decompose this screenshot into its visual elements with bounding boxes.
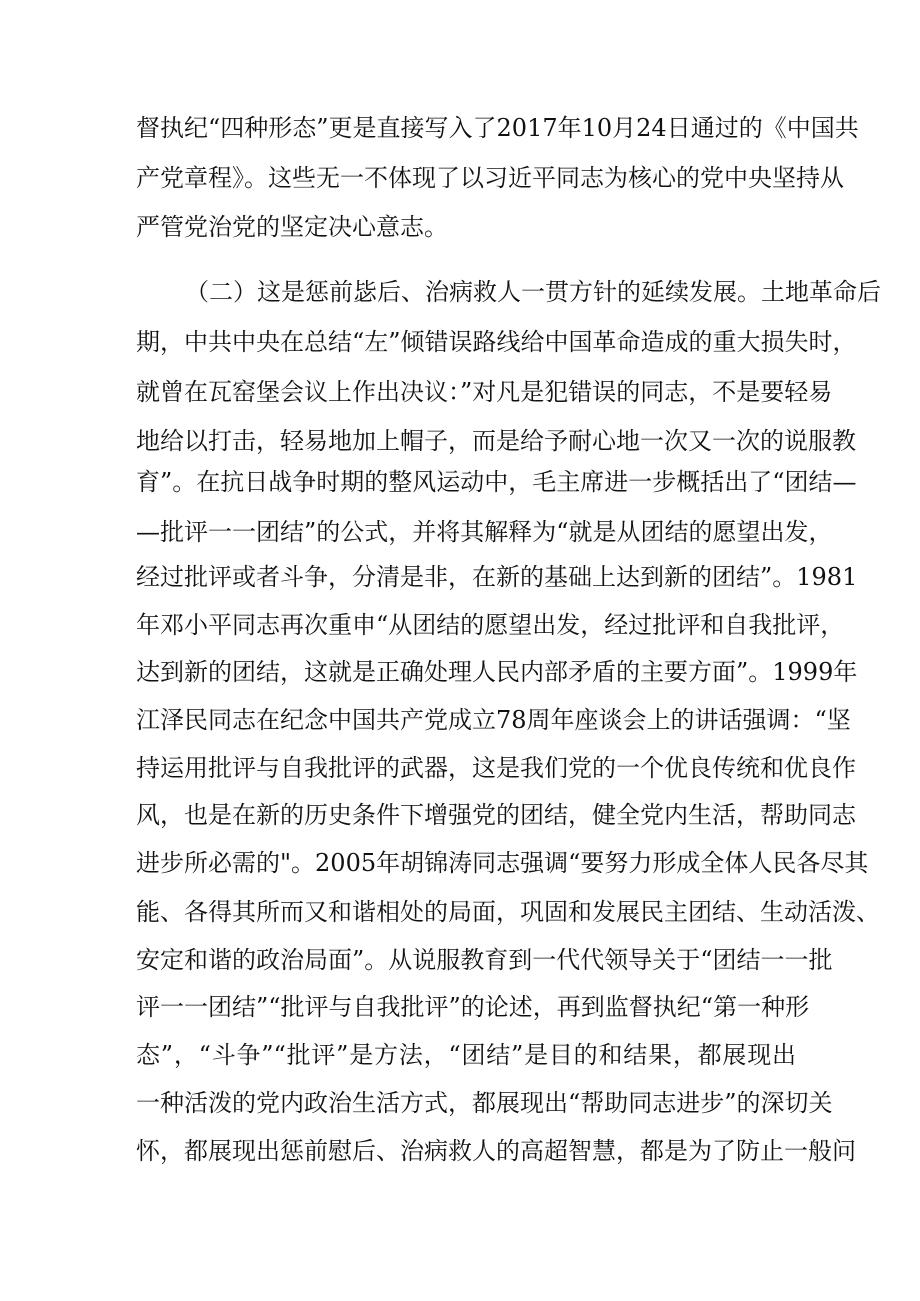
text-line: 期，中共中央在总结“左”倾错误路线给中国革命造成的重大损失时， xyxy=(136,328,857,356)
text-line: 风，也是在新的历史条件下增强党的团结，健全党内生活，帮助同志 xyxy=(136,801,856,829)
text-line: 经过批评或者斗争，分清是非，在新的基础上达到新的团结”。1981 xyxy=(136,563,858,591)
paragraph-start-line: （二）这是惩前毖后、治病救人一贯方针的延续发展。土地革命后 xyxy=(185,278,881,306)
text-line: 一种活泼的党内政治生活方式，都展现出“帮助同志进步”的深切关 xyxy=(136,1089,833,1117)
text-line: 育”。在抗日战争时期的整风运动中，毛主席进一步概括出了“团结— xyxy=(136,468,857,496)
text-line: 安定和谐的政治局面”。从说服教育到一代代领导关于“团结一一批 xyxy=(136,946,833,974)
text-line: 年邓小平同志再次重申“从团结的愿望出发，经过批评和自我批评， xyxy=(136,611,845,639)
text-line: 就曾在瓦窑堡会议上作出决议：”对凡是犯错误的同志，不是要轻易 xyxy=(136,378,833,406)
text-line: 态”，“斗争”“批评”是方法，“团结”是目的和结果，都展现出 xyxy=(136,1041,796,1069)
text-line: 怀，都展现出惩前慰后、治病救人的高超智慧，都是为了防止一般问 xyxy=(136,1137,856,1165)
text-line: 督执纪“四种形态”更是直接写入了2017年10月24日通过的《中国共 xyxy=(136,114,859,142)
text-line: 持运用批评与自我批评的武器，这是我们党的一个优良传统和优良作 xyxy=(136,754,856,782)
text-line: 江泽民同志在纪念中国共产党成立78周年座谈会上的讲话强调：“坚 xyxy=(136,706,851,734)
text-line: 评一一团结”“批评与自我批评”的论述，再到监督执纪“第一种形 xyxy=(136,993,810,1021)
text-line: 进步所必需的"。2005年胡锦涛同志强调“要努力形成全体人民各尽其 xyxy=(136,849,869,877)
text-line: 严管党治党的坚定决心意志。 xyxy=(136,213,448,241)
text-line: 能、各得其所而又和谐相处的局面，巩固和发展民主团结、生动活泼、 xyxy=(136,898,880,926)
text-line: —批评一一团结”的公式，并将其解释为“就是从团结的愿望出发， xyxy=(136,518,833,546)
text-line: 地给以打击，轻易地加上帽子，而是给予耐心地一次又一次的说服教 xyxy=(136,427,856,455)
text-line: 产党章程》。这些无一不体现了以习近平同志为核心的党中央坚持从 xyxy=(136,164,844,192)
text-line: 达到新的团结，这就是正确处理人民内部矛盾的主要方面”。1999年 xyxy=(136,658,858,686)
